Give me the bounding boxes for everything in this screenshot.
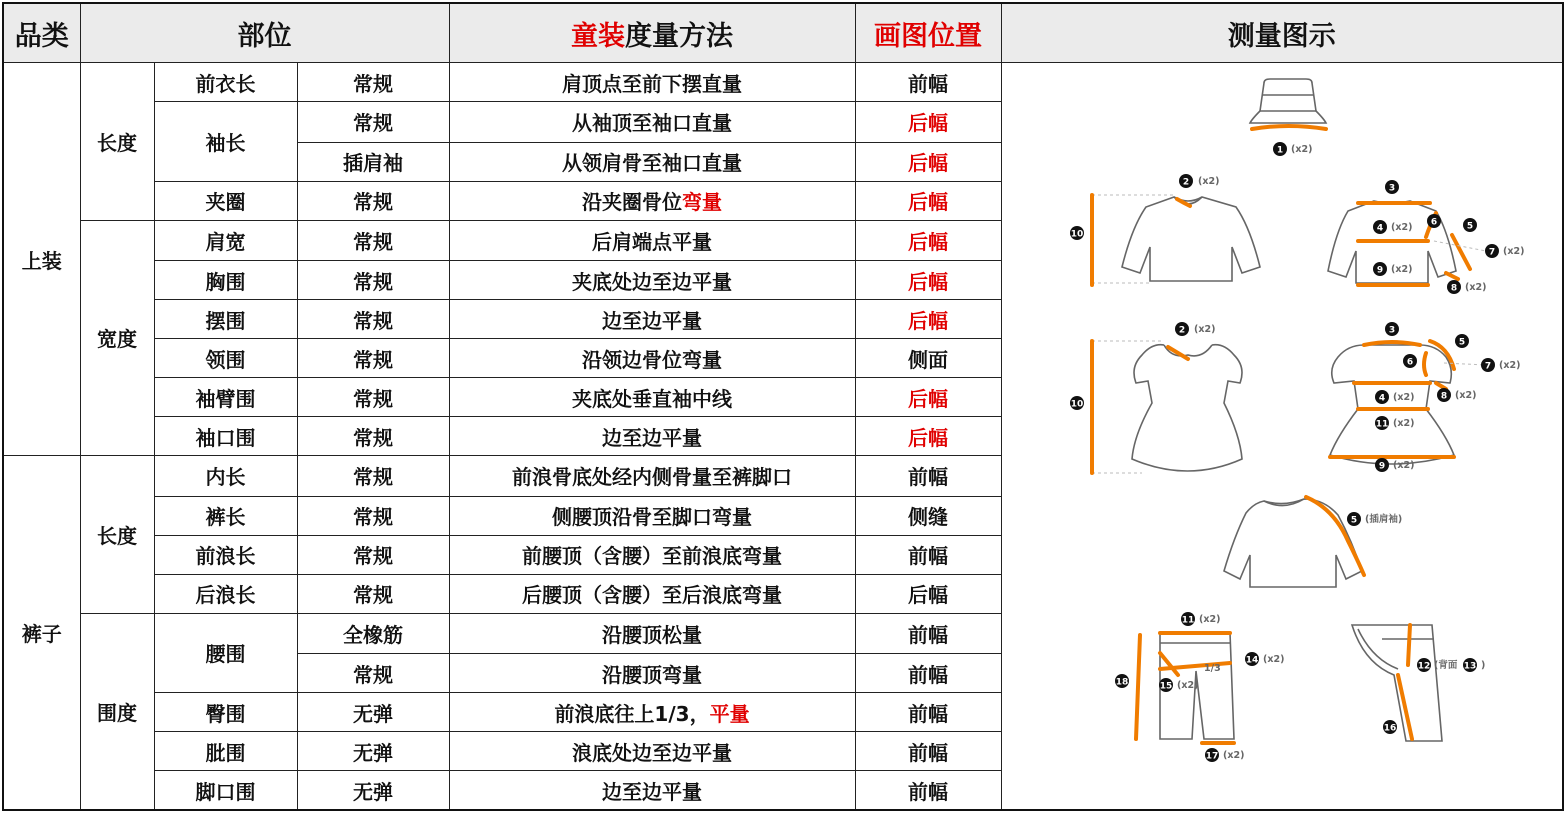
type-cell: 全橡筋 (297, 613, 449, 654)
position-cell: 后幅 (855, 574, 1001, 613)
position-cell: 前幅 (855, 732, 1001, 771)
part-cell: 肶围 (154, 732, 297, 771)
x2-label: (x2) (1454, 390, 1476, 401)
measurement-illustrations (1002, 63, 1562, 809)
method-cell: 边至边平量 (449, 771, 855, 811)
badge-label: 1 (1276, 145, 1283, 156)
position-cell: 后幅 (855, 261, 1001, 300)
dress-back-icon (1330, 322, 1520, 472)
x2-label: (x2) (1193, 324, 1215, 335)
position-cell: 前幅 (855, 63, 1001, 102)
method-cell: 从袖顶至袖口直量 (449, 102, 855, 143)
badge-label: 5 (1466, 221, 1473, 232)
badge-label: 7 (1488, 247, 1495, 258)
badge-label: 6 (1430, 217, 1437, 228)
group-length-top: 长度 (80, 63, 154, 221)
badge-label: 5 (1458, 337, 1465, 348)
x2-label: (x2) (1392, 392, 1414, 403)
part-cell: 袖长 (154, 102, 297, 182)
badge-label: 13 (1463, 661, 1476, 672)
method-cell: 夹底处边至边平量 (449, 261, 855, 300)
hat-icon (1250, 79, 1326, 156)
position-cell: 前幅 (855, 693, 1001, 732)
x2-label: (x2) (1222, 750, 1244, 761)
type-cell: 常规 (297, 535, 449, 574)
type-cell: 常规 (297, 339, 449, 378)
method-text: 沿夹圈骨位 (582, 190, 683, 214)
part-cell: 前浪长 (154, 535, 297, 574)
badge-label: 2 (1182, 177, 1189, 188)
badge-label: 11 (1375, 419, 1388, 430)
part-cell: 袖臂围 (154, 378, 297, 417)
badge-label: 18 (1115, 677, 1128, 688)
badge-label: 6 (1406, 357, 1413, 368)
part-cell: 内长 (154, 456, 297, 497)
x2-label: (x2) (1464, 282, 1486, 293)
position-cell: 后幅 (855, 102, 1001, 143)
badge-label: 11 (1181, 615, 1194, 626)
type-cell: 常规 (297, 654, 449, 693)
type-cell: 常规 (297, 417, 449, 456)
part-cell: 摆围 (154, 300, 297, 339)
x2-label: (x2) (1392, 460, 1414, 471)
method-cell: 浪底处边至边平量 (449, 732, 855, 771)
header-category: 品类 (3, 3, 80, 63)
badge-label: 9 (1376, 265, 1383, 276)
badge-label: 7 (1484, 361, 1491, 372)
paren-close: ) (1480, 660, 1485, 671)
badge-label: 9 (1378, 461, 1385, 472)
position-cell: 前幅 (855, 613, 1001, 654)
back-label: (背面 (1433, 660, 1457, 671)
part-cell: 腰围 (154, 613, 297, 693)
method-cell: 前腰顶（含腰）至前浪底弯量 (449, 535, 855, 574)
x2-label: (x2) (1498, 360, 1520, 371)
type-cell: 常规 (297, 574, 449, 613)
part-cell: 臀围 (154, 693, 297, 732)
method-cell (449, 693, 855, 732)
x2-label: (x2) (1390, 264, 1412, 275)
part-cell: 前衣长 (154, 63, 297, 102)
x2-label: (x2) (1392, 418, 1414, 429)
part-cell: 后浪长 (154, 574, 297, 613)
part-cell: 领围 (154, 339, 297, 378)
method-cell: 边至边平量 (449, 300, 855, 339)
badge-label: 4 (1376, 223, 1383, 234)
method-cell: 边至边平量 (449, 417, 855, 456)
type-cell: 常规 (297, 102, 449, 143)
header-position: 画图位置 (855, 3, 1001, 63)
badge-label: 2 (1178, 325, 1185, 336)
type-cell: 无弹 (297, 693, 449, 732)
badge-label: 8 (1450, 283, 1457, 294)
badge-label: 10 (1070, 399, 1083, 410)
part-cell: 夹圈 (154, 181, 297, 220)
x2-label: (x2) (1198, 614, 1220, 625)
position-cell: 侧缝 (855, 496, 1001, 535)
tshirt-front-icon (1070, 174, 1260, 285)
position-cell: 前幅 (855, 535, 1001, 574)
method-cell: 前浪骨底处经内侧骨量至裤脚口 (449, 456, 855, 497)
header-figure: 测量图示 (1001, 3, 1563, 63)
x2-label: (x2) (1390, 222, 1412, 233)
badge-label: 16 (1383, 723, 1396, 734)
type-cell: 常规 (297, 496, 449, 535)
third-label: 1/3 (1203, 663, 1221, 674)
group-width: 宽度 (80, 220, 154, 456)
group-length-pants: 长度 (80, 456, 154, 614)
position-cell: 后幅 (855, 181, 1001, 220)
category-pants: 裤子 (3, 456, 80, 811)
part-cell: 胸围 (154, 261, 297, 300)
table-row (3, 63, 1563, 102)
method-cell: 沿腰顶弯量 (449, 654, 855, 693)
header-part: 部位 (80, 3, 449, 63)
method-cell: 肩顶点至前下摆直量 (449, 63, 855, 102)
dress-front-icon (1070, 322, 1242, 473)
method-cell: 后腰顶（含腰）至后浪底弯量 (449, 574, 855, 613)
type-cell: 无弹 (297, 771, 449, 811)
x2-label: (x2) (1502, 246, 1524, 257)
badge-label: 4 (1378, 393, 1385, 404)
pants-side-icon (1352, 625, 1485, 741)
method-cell: 沿领边骨位弯量 (449, 339, 855, 378)
type-cell: 常规 (297, 63, 449, 102)
type-cell: 插肩袖 (297, 142, 449, 181)
badge-label: 5 (1350, 515, 1357, 526)
method-highlight: 平量 (709, 701, 750, 726)
type-cell: 常规 (297, 181, 449, 220)
type-cell: 常规 (297, 456, 449, 497)
x2-label: (x2) (1197, 176, 1219, 187)
group-girth: 围度 (80, 613, 154, 810)
part-cell: 肩宽 (154, 220, 297, 261)
position-cell: 后幅 (855, 220, 1001, 261)
type-cell: 常规 (297, 300, 449, 339)
position-cell: 后幅 (855, 300, 1001, 339)
method-cell: 侧腰顶沿骨至脚口弯量 (449, 496, 855, 535)
method-highlight: 弯量 (682, 190, 723, 214)
header-row (3, 3, 1563, 63)
type-cell: 常规 (297, 220, 449, 261)
part-cell: 裤长 (154, 496, 297, 535)
x2-label: (x2) (1290, 144, 1312, 155)
method-cell: 夹底处垂直袖中线 (449, 378, 855, 417)
method-cell: 沿腰顶松量 (449, 613, 855, 654)
method-cell: 后肩端点平量 (449, 220, 855, 261)
position-cell: 后幅 (855, 378, 1001, 417)
position-cell: 前幅 (855, 771, 1001, 811)
badge-label: 3 (1388, 183, 1395, 194)
measurement-table (2, 2, 1564, 811)
x2-label: (x2) (1176, 680, 1198, 691)
header-method (449, 3, 855, 63)
badge-label: 8 (1440, 391, 1447, 402)
header-method-highlight: 童装 (571, 20, 626, 52)
type-cell: 常规 (297, 261, 449, 300)
measurement-table-wrapper (2, 2, 1562, 808)
part-cell: 袖口围 (154, 417, 297, 456)
badge-label: 10 (1070, 229, 1083, 240)
method-text: 前浪底往上1/3， (554, 701, 710, 726)
raglan-sweater-icon (1224, 497, 1402, 587)
category-top: 上装 (3, 63, 80, 456)
type-cell: 常规 (297, 378, 449, 417)
position-cell: 前幅 (855, 654, 1001, 693)
tshirt-back-icon (1328, 180, 1524, 294)
raglan-label: (插肩袖) (1364, 514, 1402, 525)
method-cell (449, 181, 855, 220)
pants-front-icon (1115, 612, 1284, 762)
badge-label: 3 (1388, 325, 1395, 336)
position-cell: 后幅 (855, 142, 1001, 181)
position-cell: 前幅 (855, 456, 1001, 497)
badge-label: 14 (1245, 655, 1258, 666)
header-method-text: 度量方法 (625, 20, 734, 52)
badge-label: 12 (1417, 661, 1430, 672)
part-cell: 脚口围 (154, 771, 297, 811)
badge-label: 17 (1205, 751, 1218, 762)
position-cell: 侧面 (855, 339, 1001, 378)
x2-label: (x2) (1262, 654, 1284, 665)
position-cell: 后幅 (855, 417, 1001, 456)
figure-cell (1001, 63, 1563, 811)
badge-label: 15 (1159, 681, 1172, 692)
type-cell: 无弹 (297, 732, 449, 771)
method-cell: 从领肩骨至袖口直量 (449, 142, 855, 181)
